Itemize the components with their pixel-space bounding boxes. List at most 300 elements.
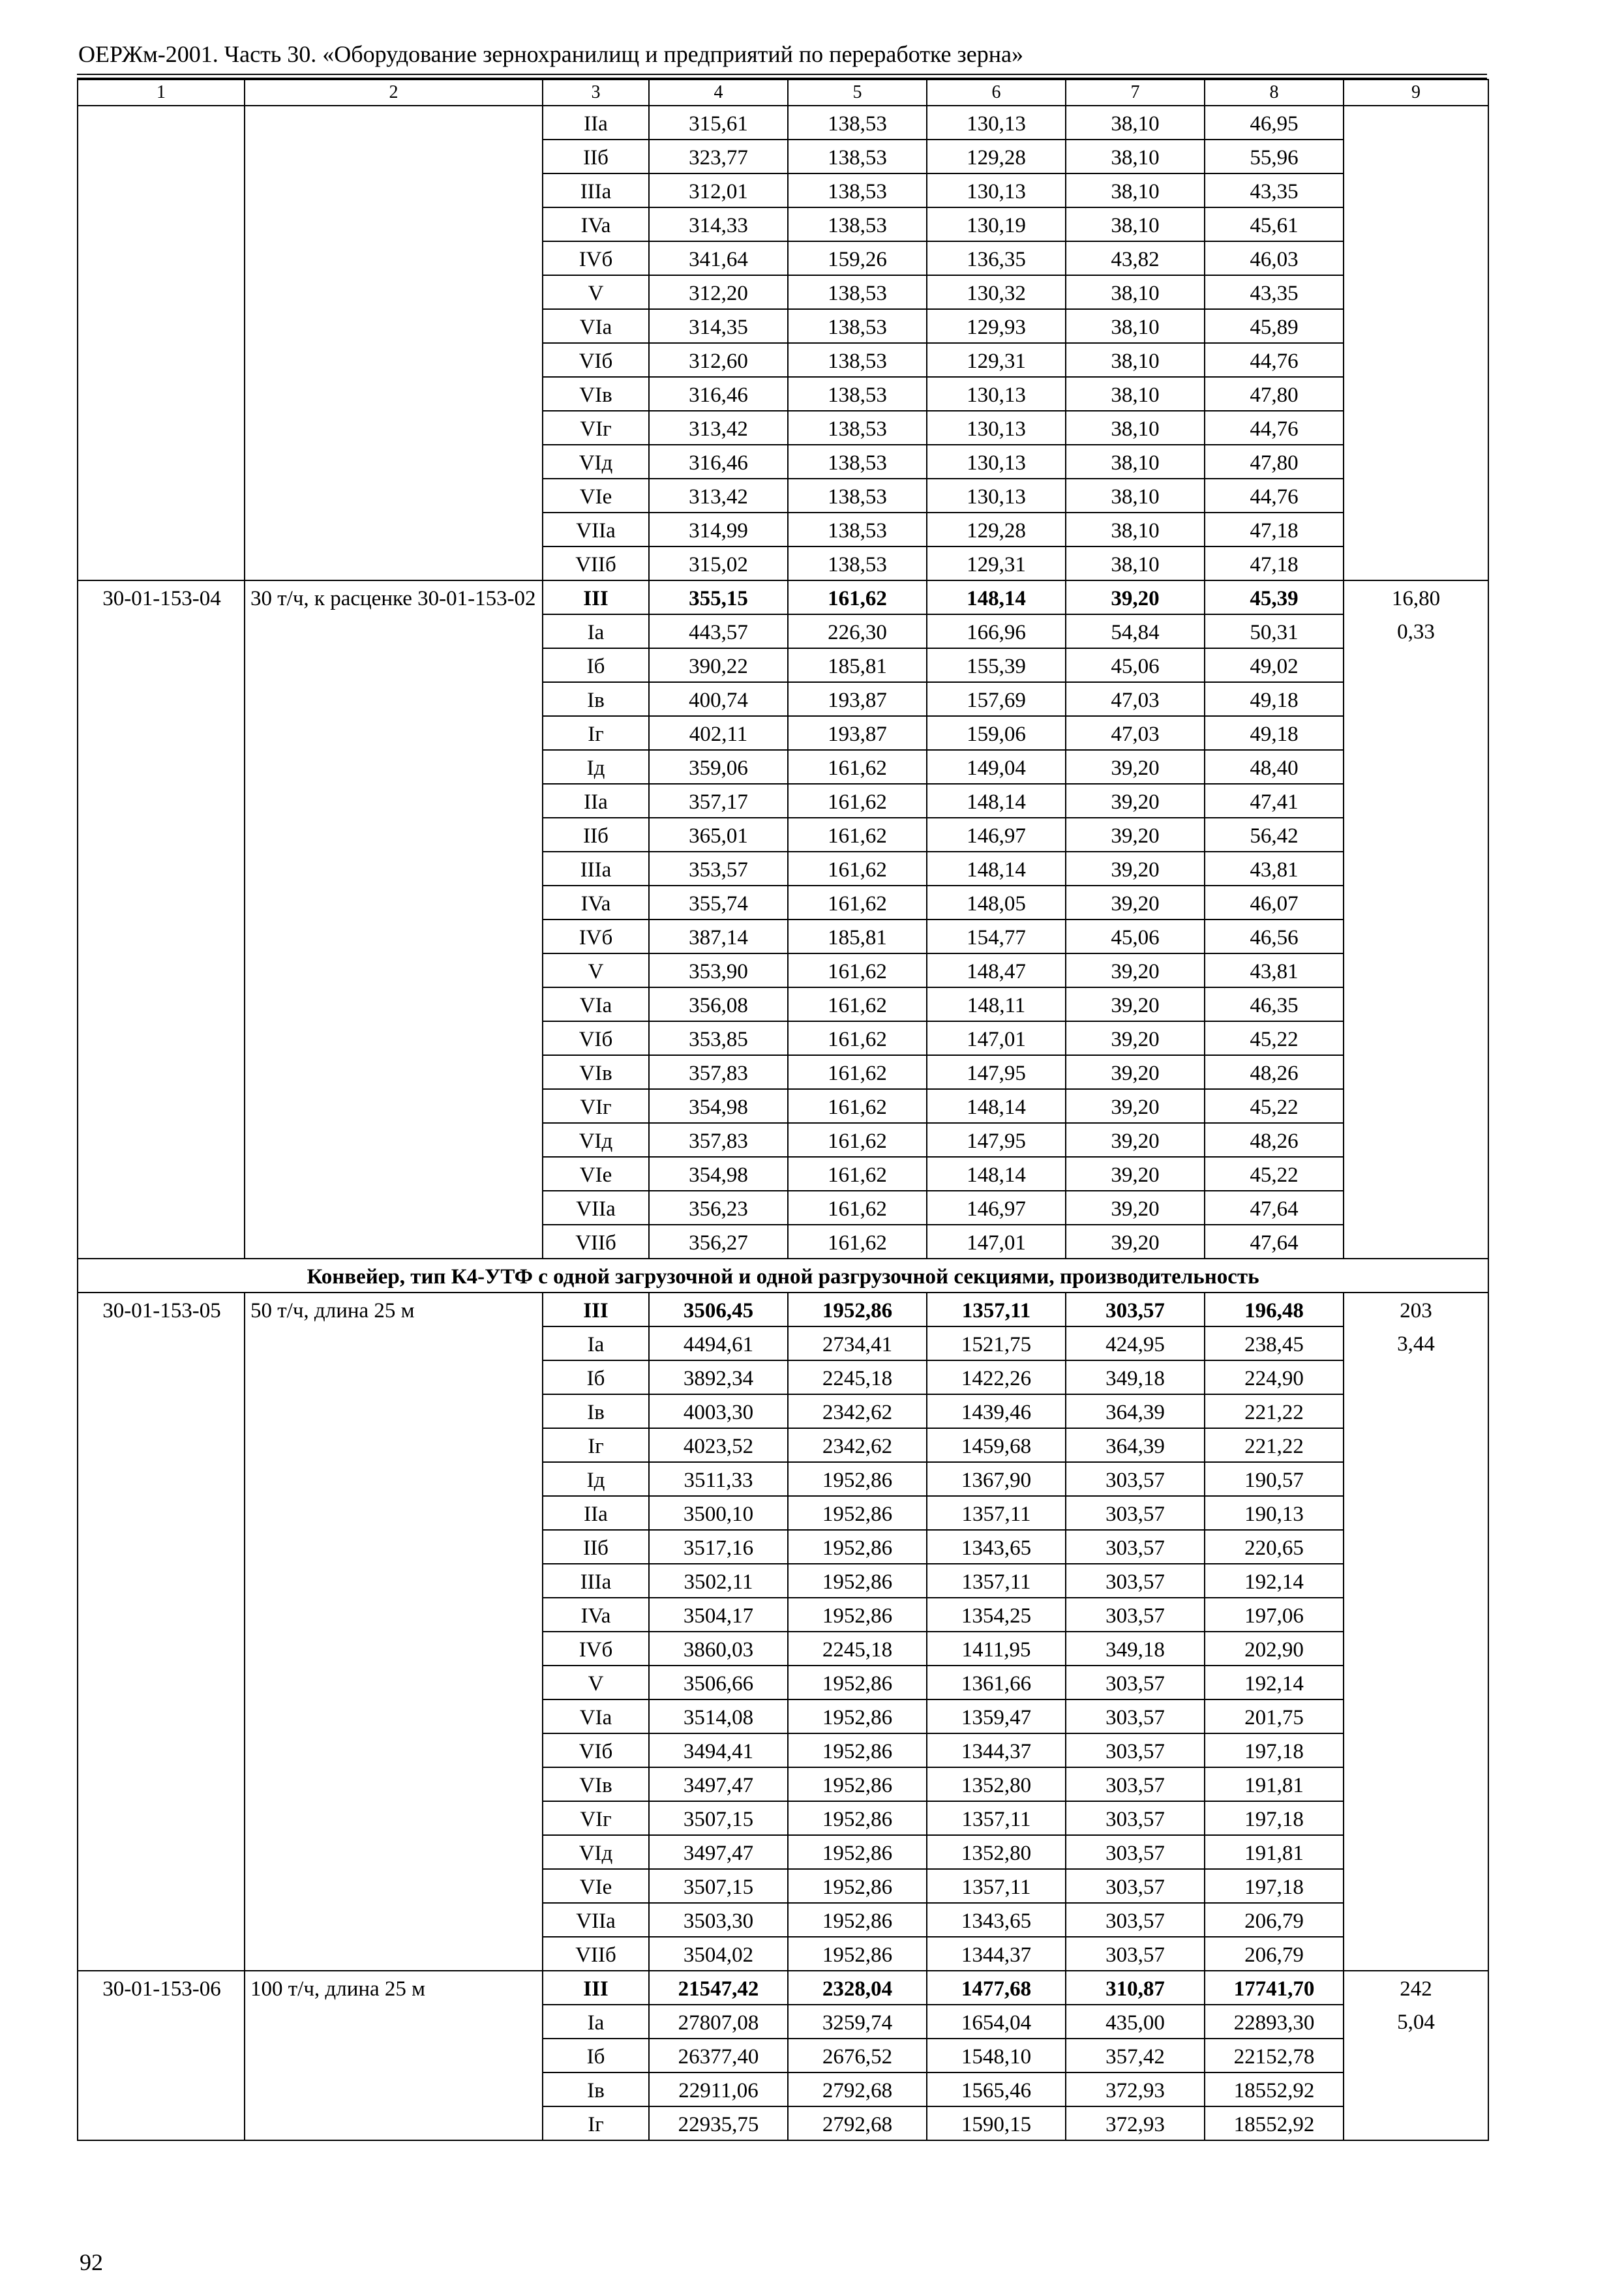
value-cell: 1654,04 [927, 2005, 1066, 2039]
table-row [78, 1157, 1488, 1191]
zone-cell: Iд [543, 1462, 649, 1496]
description-cell [245, 2005, 543, 2039]
value-cell: 1411,95 [927, 1632, 1066, 1666]
value-cell: 45,61 [1205, 207, 1344, 241]
code-cell [78, 1021, 245, 1055]
value-cell: 4023,52 [649, 1428, 788, 1462]
value-cell: 355,74 [649, 886, 788, 920]
value-cell: 138,53 [788, 173, 927, 207]
value-cell: 27807,08 [649, 2005, 788, 2039]
table-row [78, 2072, 1488, 2106]
description-cell [245, 614, 543, 648]
value-cell: 43,82 [1066, 241, 1205, 275]
value-cell: 303,57 [1066, 1869, 1205, 1903]
code-cell [78, 784, 245, 818]
value-cell: 49,02 [1205, 648, 1344, 682]
value-cell: 357,83 [649, 1123, 788, 1157]
value-cell: 157,69 [927, 682, 1066, 716]
value-cell: 355,15 [649, 580, 788, 614]
table-row [78, 479, 1488, 513]
value-cell: 136,35 [927, 241, 1066, 275]
zone-cell: VIг [543, 1089, 649, 1123]
table-row [78, 173, 1488, 207]
description-cell [245, 1326, 543, 1360]
description-cell [245, 1632, 543, 1666]
extra-cell [1344, 513, 1488, 546]
value-cell: 45,22 [1205, 1021, 1344, 1055]
value-cell: 138,53 [788, 479, 927, 513]
description-cell [245, 343, 543, 377]
extra-cell [1344, 1699, 1488, 1733]
zone-cell: VIa [543, 1699, 649, 1733]
value-cell: 1367,90 [927, 1462, 1066, 1496]
description-cell: 30 т/ч, к расценке 30-01-153-02 [245, 580, 543, 614]
value-cell: 185,81 [788, 648, 927, 682]
zone-cell: Ia [543, 1326, 649, 1360]
zone-cell: VIб [543, 343, 649, 377]
extra-cell [1344, 1191, 1488, 1225]
value-cell: 55,96 [1205, 140, 1344, 173]
description-cell [245, 1496, 543, 1530]
extra-cell [1344, 648, 1488, 682]
value-cell: 2676,52 [788, 2039, 927, 2072]
table-row [78, 1869, 1488, 1903]
value-cell: 190,57 [1205, 1462, 1344, 1496]
value-cell: 3497,47 [649, 1767, 788, 1801]
zone-cell: Iб [543, 648, 649, 682]
value-cell: 129,93 [927, 309, 1066, 343]
zone-cell: VIe [543, 479, 649, 513]
value-cell: 185,81 [788, 920, 927, 953]
value-cell: 191,81 [1205, 1767, 1344, 1801]
extra-cell [1344, 1530, 1488, 1564]
value-cell: 356,27 [649, 1225, 788, 1259]
value-cell: 148,05 [927, 886, 1066, 920]
extra-cell [1344, 173, 1488, 207]
table-row [78, 1089, 1488, 1123]
description-cell [245, 445, 543, 479]
zone-cell: VIIa [543, 1903, 649, 1937]
table-row [78, 614, 1488, 648]
extra-cell [1344, 1767, 1488, 1801]
description-cell [245, 1360, 543, 1394]
value-cell: 46,07 [1205, 886, 1344, 920]
value-cell: 22152,78 [1205, 2039, 1344, 2072]
value-cell: 353,90 [649, 953, 788, 987]
table-row [78, 1835, 1488, 1869]
value-cell: 1343,65 [927, 1903, 1066, 1937]
zone-cell: VIe [543, 1157, 649, 1191]
value-cell: 48,40 [1205, 750, 1344, 784]
description-cell [245, 1835, 543, 1869]
value-cell: 1357,11 [927, 1293, 1066, 1326]
extra-cell [1344, 886, 1488, 920]
value-cell: 38,10 [1066, 445, 1205, 479]
table-row [78, 1225, 1488, 1259]
extra-cell [1344, 1801, 1488, 1835]
code-cell [78, 2106, 245, 2140]
value-cell: 357,42 [1066, 2039, 1205, 2072]
value-cell: 2792,68 [788, 2072, 927, 2106]
value-cell: 1952,86 [788, 1293, 927, 1326]
table-row [78, 1971, 1488, 2005]
value-cell: 3511,33 [649, 1462, 788, 1496]
value-cell: 155,39 [927, 648, 1066, 682]
zone-cell: IIб [543, 140, 649, 173]
extra-cell [1344, 275, 1488, 309]
code-cell [78, 1699, 245, 1733]
value-cell: 1352,80 [927, 1767, 1066, 1801]
table-row [78, 1530, 1488, 1564]
value-cell: 39,20 [1066, 1123, 1205, 1157]
value-cell: 129,31 [927, 343, 1066, 377]
value-cell: 161,62 [788, 852, 927, 886]
code-cell [78, 1089, 245, 1123]
value-cell: 1952,86 [788, 1462, 927, 1496]
value-cell: 161,62 [788, 953, 927, 987]
value-cell: 47,18 [1205, 546, 1344, 580]
value-cell: 3504,02 [649, 1937, 788, 1971]
value-cell: 3514,08 [649, 1699, 788, 1733]
value-cell: 47,64 [1205, 1225, 1344, 1259]
extra-cell [1344, 140, 1488, 173]
description-cell [245, 953, 543, 987]
description-cell: 100 т/ч, длина 25 м [245, 1971, 543, 2005]
value-cell: 138,53 [788, 309, 927, 343]
zone-cell: VIб [543, 1021, 649, 1055]
value-cell: 224,90 [1205, 1360, 1344, 1394]
code-cell: 30-01-153-04 [78, 580, 245, 614]
table-row [78, 648, 1488, 682]
value-cell: 161,62 [788, 1021, 927, 1055]
table-row [78, 682, 1488, 716]
column-number: 4 [649, 80, 788, 106]
value-cell: 1354,25 [927, 1598, 1066, 1632]
value-cell: 38,10 [1066, 173, 1205, 207]
code-cell [78, 106, 245, 140]
value-cell: 191,81 [1205, 1835, 1344, 1869]
value-cell: 356,08 [649, 987, 788, 1021]
value-cell: 323,77 [649, 140, 788, 173]
value-cell: 221,22 [1205, 1394, 1344, 1428]
table-row [78, 2106, 1488, 2140]
code-cell: 30-01-153-06 [78, 1971, 245, 2005]
code-cell [78, 1157, 245, 1191]
extra-cell [1344, 309, 1488, 343]
value-cell: 38,10 [1066, 207, 1205, 241]
value-cell: 3503,30 [649, 1903, 788, 1937]
value-cell: 303,57 [1066, 1699, 1205, 1733]
value-cell: 303,57 [1066, 1564, 1205, 1598]
description-cell [245, 377, 543, 411]
value-cell: 47,41 [1205, 784, 1344, 818]
zone-cell: IIa [543, 106, 649, 140]
price-table-body [78, 80, 1488, 2140]
table-row [78, 1055, 1488, 1089]
value-cell: 54,84 [1066, 614, 1205, 648]
table-row [78, 716, 1488, 750]
description-cell [245, 411, 543, 445]
value-cell: 138,53 [788, 275, 927, 309]
value-cell: 39,20 [1066, 987, 1205, 1021]
description-cell [245, 1225, 543, 1259]
code-cell [78, 411, 245, 445]
value-cell: 47,03 [1066, 716, 1205, 750]
value-cell: 130,13 [927, 411, 1066, 445]
value-cell: 1952,86 [788, 1937, 927, 1971]
table-row [78, 1462, 1488, 1496]
value-cell: 38,10 [1066, 513, 1205, 546]
zone-cell: IIб [543, 818, 649, 852]
value-cell: 38,10 [1066, 343, 1205, 377]
zone-cell: Ia [543, 2005, 649, 2039]
extra-cell [1344, 987, 1488, 1021]
value-cell: 138,53 [788, 140, 927, 173]
value-cell: 3504,17 [649, 1598, 788, 1632]
code-cell [78, 140, 245, 173]
zone-cell: V [543, 1666, 649, 1699]
table-row [78, 1191, 1488, 1225]
value-cell: 38,10 [1066, 479, 1205, 513]
table-row [78, 309, 1488, 343]
code-cell [78, 1937, 245, 1971]
value-cell: 26377,40 [649, 2039, 788, 2072]
value-cell: 39,20 [1066, 818, 1205, 852]
table-row [78, 513, 1488, 546]
description-cell [245, 784, 543, 818]
value-cell: 372,93 [1066, 2072, 1205, 2106]
code-cell [78, 1055, 245, 1089]
value-cell: 161,62 [788, 987, 927, 1021]
extra-cell [1344, 1733, 1488, 1767]
value-cell: 1952,86 [788, 1903, 927, 1937]
extra-cell [1344, 1937, 1488, 1971]
value-cell: 1343,65 [927, 1530, 1066, 1564]
table-row [78, 1632, 1488, 1666]
description-cell [245, 173, 543, 207]
value-cell: 220,65 [1205, 1530, 1344, 1564]
value-cell: 1952,86 [788, 1869, 927, 1903]
value-cell: 49,18 [1205, 682, 1344, 716]
value-cell: 39,20 [1066, 852, 1205, 886]
extra-cell [1344, 106, 1488, 140]
value-cell: 43,35 [1205, 275, 1344, 309]
code-cell [78, 1869, 245, 1903]
value-cell: 435,00 [1066, 2005, 1205, 2039]
description-cell [245, 1394, 543, 1428]
value-cell: 38,10 [1066, 377, 1205, 411]
extra-cell [1344, 377, 1488, 411]
code-cell [78, 1326, 245, 1360]
zone-cell: VIIб [543, 1225, 649, 1259]
value-cell: 129,28 [927, 513, 1066, 546]
zone-cell: Ia [543, 614, 649, 648]
value-cell: 39,20 [1066, 750, 1205, 784]
value-cell: 197,06 [1205, 1598, 1344, 1632]
table-row [78, 580, 1488, 614]
value-cell: 138,53 [788, 207, 927, 241]
column-number: 8 [1205, 80, 1344, 106]
code-cell [78, 343, 245, 377]
code-cell [78, 1598, 245, 1632]
zone-cell: IVa [543, 1598, 649, 1632]
value-cell: 159,06 [927, 716, 1066, 750]
value-cell: 3507,15 [649, 1801, 788, 1835]
code-cell [78, 953, 245, 987]
extra-cell [1344, 750, 1488, 784]
table-row [78, 1293, 1488, 1326]
description-cell [245, 1530, 543, 1564]
table-row [78, 140, 1488, 173]
value-cell: 129,31 [927, 546, 1066, 580]
zone-cell: IIIa [543, 1564, 649, 1598]
zone-cell: Iб [543, 2039, 649, 2072]
column-number: 9 [1344, 80, 1488, 106]
description-cell [245, 1903, 543, 1937]
zone-cell: VIд [543, 445, 649, 479]
code-cell [78, 648, 245, 682]
value-cell: 48,26 [1205, 1123, 1344, 1157]
value-cell: 138,53 [788, 445, 927, 479]
value-cell: 3500,10 [649, 1496, 788, 1530]
header-double-rule [77, 74, 1487, 79]
extra-cell [1344, 1462, 1488, 1496]
page-header-title: ОЕРЖм-2001. Часть 30. «Оборудование зернохранилищ и предприятий по переработке зерна» [78, 41, 1023, 67]
value-cell: 1952,86 [788, 1530, 927, 1564]
value-cell: 149,04 [927, 750, 1066, 784]
value-cell: 45,39 [1205, 580, 1344, 614]
code-cell [78, 852, 245, 886]
extra-cell [1344, 1157, 1488, 1191]
zone-cell: VIe [543, 1869, 649, 1903]
value-cell: 21547,42 [649, 1971, 788, 2005]
value-cell: 313,42 [649, 411, 788, 445]
code-cell [78, 682, 245, 716]
zone-cell: IVб [543, 920, 649, 953]
zone-cell: V [543, 953, 649, 987]
code-cell [78, 1394, 245, 1428]
value-cell: 138,53 [788, 343, 927, 377]
table-row [78, 2005, 1488, 2039]
value-cell: 2245,18 [788, 1632, 927, 1666]
extra-cell [1344, 1598, 1488, 1632]
column-number: 5 [788, 80, 927, 106]
value-cell: 313,42 [649, 479, 788, 513]
description-cell [245, 987, 543, 1021]
description-cell [245, 818, 543, 852]
description-cell [245, 479, 543, 513]
value-cell: 1361,66 [927, 1666, 1066, 1699]
value-cell: 147,95 [927, 1055, 1066, 1089]
value-cell: 4003,30 [649, 1394, 788, 1428]
value-cell: 206,79 [1205, 1937, 1344, 1971]
description-cell [245, 1598, 543, 1632]
value-cell: 1439,46 [927, 1394, 1066, 1428]
code-cell [78, 1123, 245, 1157]
code-cell [78, 1632, 245, 1666]
value-cell: 1952,86 [788, 1496, 927, 1530]
extra-cell [1344, 479, 1488, 513]
table-row [78, 920, 1488, 953]
extra-cell [1344, 1869, 1488, 1903]
code-cell [78, 818, 245, 852]
value-cell: 44,76 [1205, 411, 1344, 445]
value-cell: 390,22 [649, 648, 788, 682]
value-cell: 38,10 [1066, 106, 1205, 140]
description-cell [245, 1869, 543, 1903]
value-cell: 1357,11 [927, 1801, 1066, 1835]
table-row [78, 1666, 1488, 1699]
section-heading: Конвейер, тип К4-УТФ с одной загрузочной и одной разгрузочной секциями, производительность [78, 1259, 1488, 1293]
description-cell [245, 886, 543, 920]
value-cell: 138,53 [788, 411, 927, 445]
table-row [78, 207, 1488, 241]
value-cell: 39,20 [1066, 1021, 1205, 1055]
zone-cell: VIг [543, 1801, 649, 1835]
value-cell: 47,64 [1205, 1191, 1344, 1225]
extra-cell [1344, 1123, 1488, 1157]
value-cell: 39,20 [1066, 953, 1205, 987]
value-cell: 38,10 [1066, 411, 1205, 445]
description-cell [245, 1666, 543, 1699]
column-number-row [78, 80, 1488, 106]
zone-cell: III [543, 1293, 649, 1326]
zone-cell: VIв [543, 377, 649, 411]
description-cell [245, 1462, 543, 1496]
extra-cell [1344, 1089, 1488, 1123]
zone-cell: IVa [543, 886, 649, 920]
code-cell [78, 1191, 245, 1225]
value-cell: 1477,68 [927, 1971, 1066, 2005]
description-cell [245, 2106, 543, 2140]
code-cell [78, 173, 245, 207]
value-cell: 193,87 [788, 682, 927, 716]
description-cell [245, 1055, 543, 1089]
value-cell: 365,01 [649, 818, 788, 852]
value-cell: 46,03 [1205, 241, 1344, 275]
zone-cell: Iг [543, 2106, 649, 2140]
value-cell: 303,57 [1066, 1767, 1205, 1801]
code-cell [78, 716, 245, 750]
zone-cell: IIIa [543, 173, 649, 207]
description-cell [245, 682, 543, 716]
code-cell [78, 2005, 245, 2039]
value-cell: 161,62 [788, 1225, 927, 1259]
value-cell: 201,75 [1205, 1699, 1344, 1733]
extra-cell [1344, 852, 1488, 886]
table-row [78, 784, 1488, 818]
table-row [78, 343, 1488, 377]
value-cell: 147,01 [927, 1225, 1066, 1259]
extra-cell [1344, 1564, 1488, 1598]
value-cell: 148,14 [927, 580, 1066, 614]
value-cell: 1952,86 [788, 1699, 927, 1733]
zone-cell: VIIa [543, 513, 649, 546]
zone-cell: VIг [543, 411, 649, 445]
value-cell: 353,57 [649, 852, 788, 886]
value-cell: 357,17 [649, 784, 788, 818]
value-cell: 314,99 [649, 513, 788, 546]
extra-cell [1344, 1666, 1488, 1699]
value-cell: 303,57 [1066, 1496, 1205, 1530]
value-cell: 316,46 [649, 445, 788, 479]
value-cell: 1952,86 [788, 1598, 927, 1632]
description-cell [245, 106, 543, 140]
value-cell: 1952,86 [788, 1801, 927, 1835]
extra-cell [1344, 445, 1488, 479]
code-cell [78, 1462, 245, 1496]
description-cell [245, 1937, 543, 1971]
